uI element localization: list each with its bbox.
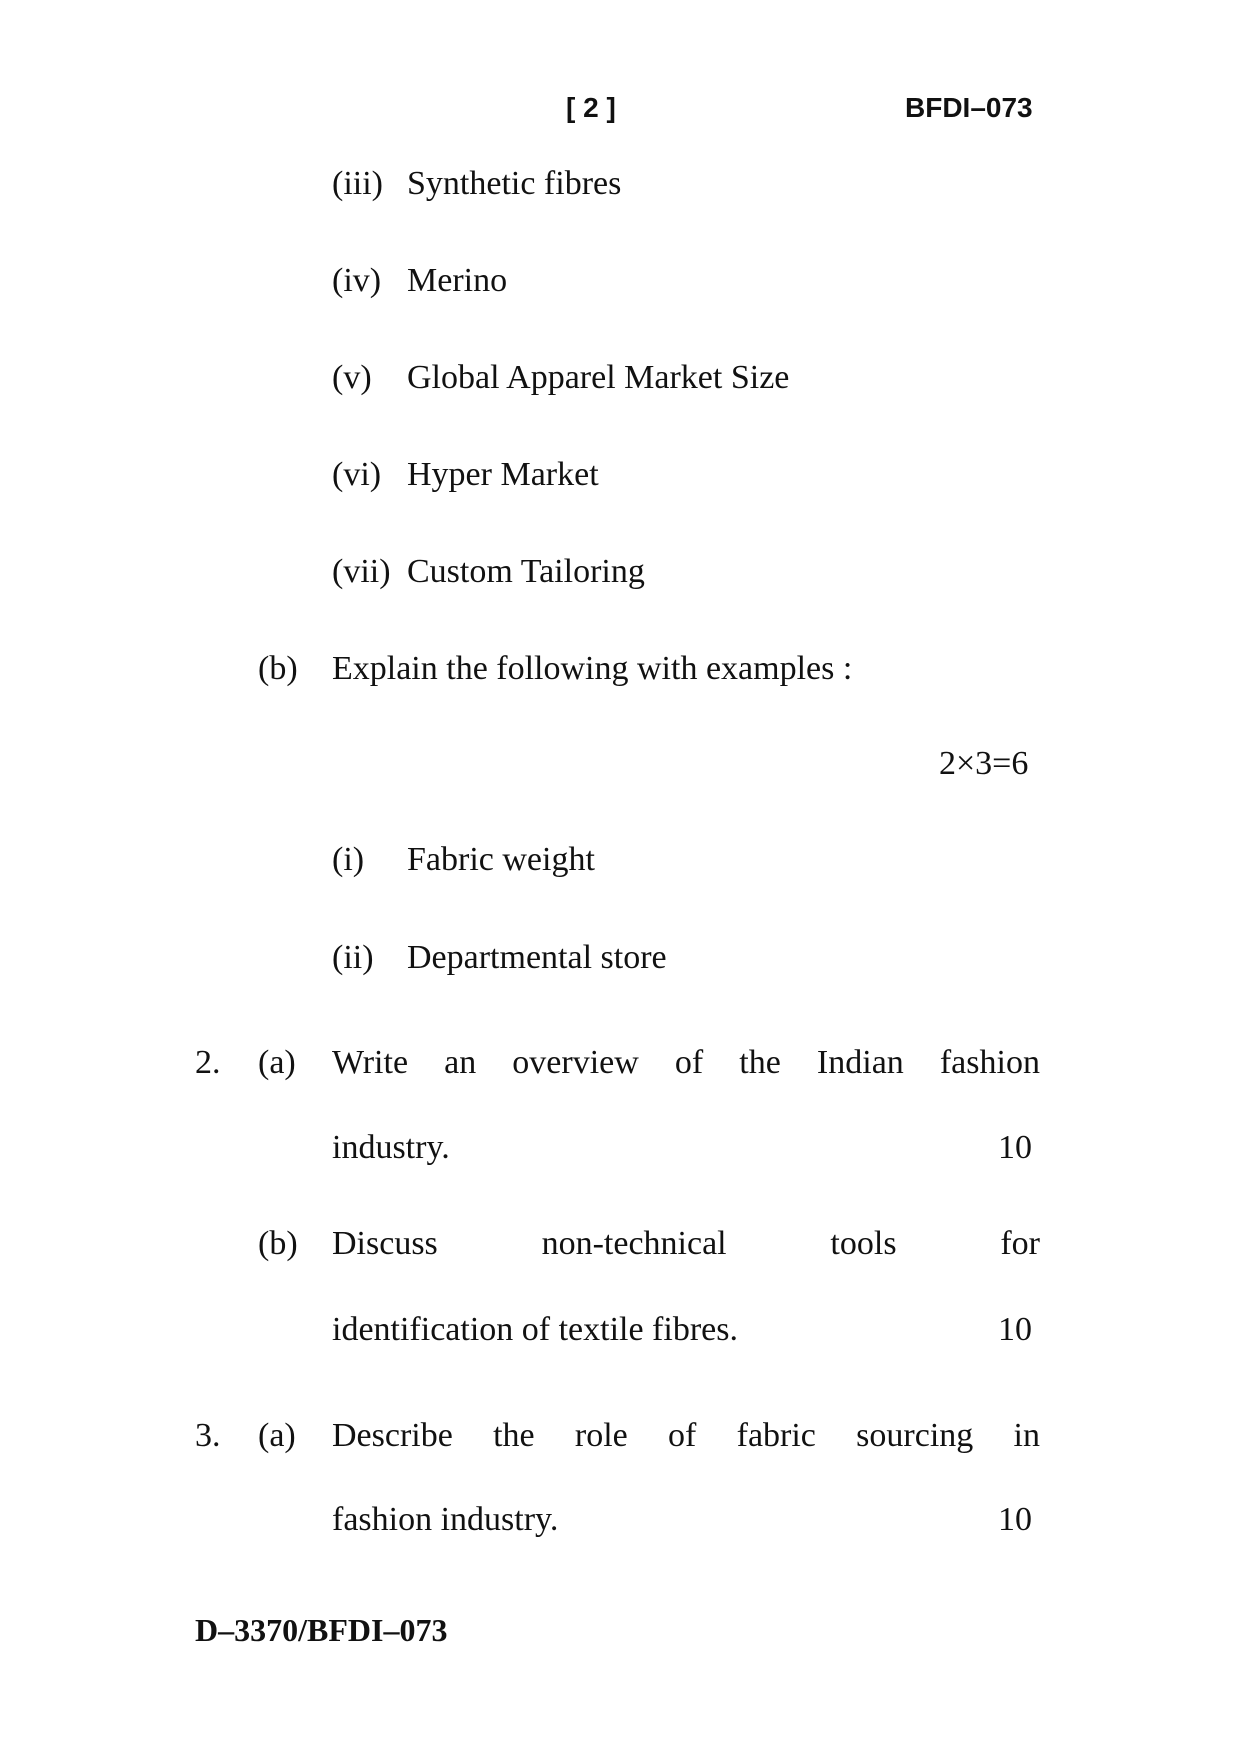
- word: the: [739, 1044, 781, 1081]
- word: role: [574, 1417, 628, 1454]
- word: of: [668, 1417, 697, 1454]
- list-item-num: (ii): [332, 939, 374, 976]
- word: sourcing: [856, 1417, 974, 1454]
- word: Discuss: [332, 1225, 438, 1262]
- paper-code-header: BFDI–073: [905, 92, 1033, 123]
- sub-question-label: (b): [258, 650, 298, 687]
- sub-question-text-line: [332, 1224, 1040, 1264]
- list-item-text: Fabric weight: [407, 841, 595, 878]
- list-item-text: Synthetic fibres: [407, 165, 622, 202]
- sub-question-text: Explain the following with examples :: [332, 650, 853, 687]
- sub-question-label: (a): [258, 1044, 296, 1081]
- word: for: [1000, 1225, 1040, 1262]
- word: fashion: [939, 1044, 1040, 1081]
- footer-paper-code: D–3370/BFDI–073: [195, 1612, 448, 1648]
- list-item-text: Hyper Market: [407, 456, 599, 493]
- list-item-text: Global Apparel Market Size: [407, 359, 790, 396]
- list-item-text: Custom Tailoring: [407, 553, 645, 590]
- word: overview: [512, 1044, 639, 1081]
- word: the: [493, 1417, 535, 1454]
- word: fabric: [736, 1417, 816, 1454]
- sub-question-label: (b): [258, 1225, 298, 1262]
- question-number: 3.: [195, 1417, 221, 1454]
- question-number: 2.: [195, 1044, 221, 1081]
- sub-question-text-line: [332, 1043, 1040, 1083]
- word: Indian: [816, 1044, 904, 1081]
- word: Write: [332, 1044, 409, 1081]
- marks-label: 10: [998, 1501, 1032, 1538]
- sub-question-text-cont: fashion industry.: [332, 1501, 559, 1538]
- word: non-technical: [541, 1225, 727, 1262]
- list-item-num: (iii): [332, 165, 383, 202]
- marks-label: 2×3=6: [939, 745, 1029, 782]
- marks-label: 10: [998, 1311, 1032, 1348]
- sub-question-text-line: [332, 1416, 1040, 1456]
- word: Describe: [332, 1417, 453, 1454]
- page-number: [ 2 ]: [566, 92, 616, 123]
- word: in: [1013, 1417, 1040, 1454]
- list-item-num: (iv): [332, 262, 382, 299]
- word: of: [674, 1044, 704, 1081]
- list-item-num: (vii): [332, 553, 391, 590]
- word: tools: [830, 1225, 897, 1262]
- list-item-text: Departmental store: [407, 939, 667, 976]
- list-item-text: Merino: [407, 262, 508, 299]
- word: an: [444, 1044, 477, 1081]
- list-item-num: (v): [332, 359, 372, 396]
- sub-question-text-cont: identification of textile fibres.: [332, 1311, 738, 1348]
- sub-question-label: (a): [258, 1417, 296, 1454]
- marks-label: 10: [998, 1129, 1032, 1166]
- sub-question-text-cont: industry.: [332, 1129, 450, 1166]
- list-item-num: (vi): [332, 456, 382, 493]
- list-item-num: (i): [332, 841, 365, 878]
